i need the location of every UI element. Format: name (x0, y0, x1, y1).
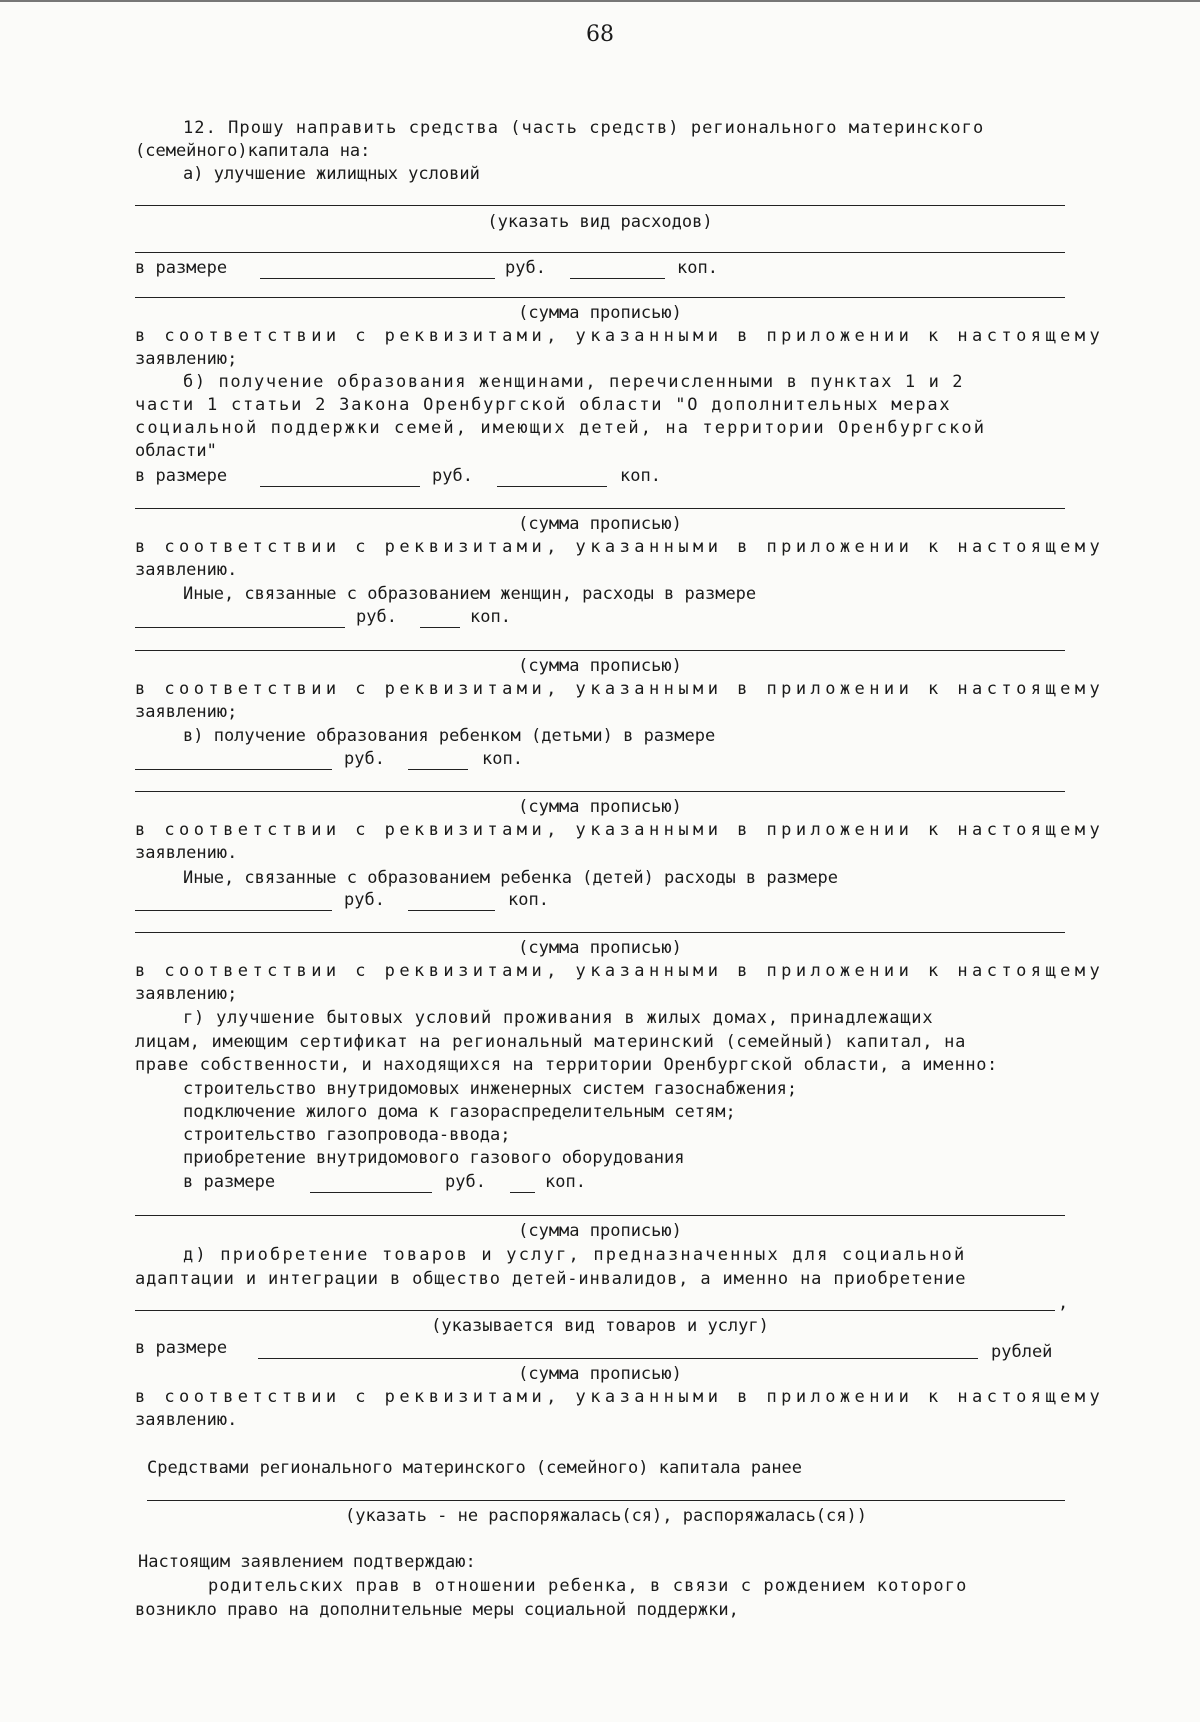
expense-type-line (135, 205, 1065, 206)
requisites-text-end: заявлению. (135, 560, 238, 580)
page-top-border (0, 0, 1200, 2)
requisites-text: в соответствии с реквизитами, указанными в приложении к настоящему (135, 326, 1105, 346)
previous-disposal-text: Средствами регионального материнского (семейного) капитала ранее (147, 1458, 803, 1478)
caption-goods-type: (указывается вид товаров и услуг) (431, 1316, 769, 1336)
kop-blank[interactable] (408, 910, 495, 911)
rub-blank[interactable] (260, 486, 420, 487)
caption-amount-words: (сумма прописью) (518, 938, 682, 958)
gas-item-3: строительство газопровода-ввода; (183, 1125, 511, 1145)
page-number: 68 (586, 22, 614, 47)
requisites-text: в соответствии с реквизитами, указанными в приложении к настоящему (135, 679, 1105, 699)
gas-item-1: строительство внутридомовых инженерных систем газоснабжения; (183, 1079, 798, 1099)
item-d-line2: адаптации и интеграции в общество детей-инвалидов, а именно на приобретение (135, 1269, 967, 1289)
kop-label: коп. (470, 607, 511, 627)
amount-words-line (135, 508, 1065, 509)
rub-label: руб. (356, 607, 397, 627)
item-g-living-conditions: г) улучшение бытовых условий проживания в жилых домах, принадлежащих (183, 1008, 934, 1028)
requisites-text-end: заявлению; (135, 349, 238, 369)
requisites-text-end: заявлению. (135, 843, 238, 863)
requisites-text: в соответствии с реквизитами, указанными в приложении к настоящему (135, 820, 1105, 840)
item-g-line3: праве собственности, и находящихся на территории Оренбургской области, а именно: (135, 1055, 998, 1075)
caption-previous-disposal: (указать - не распоряжалась(ся), распоряжалась(ся)) (345, 1506, 867, 1526)
amount-label: в размере (135, 1338, 228, 1358)
amount-rubles-blank[interactable] (258, 1358, 978, 1359)
separator-line (135, 252, 1065, 253)
kop-label: коп. (677, 258, 718, 278)
kop-label: коп. (508, 890, 549, 910)
caption-expense-type: (указать вид расходов) (487, 212, 713, 232)
amount-label: в размере (135, 466, 228, 486)
kop-blank[interactable] (510, 1192, 535, 1193)
caption-amount-words: (сумма прописью) (518, 797, 682, 817)
kop-blank[interactable] (570, 278, 665, 279)
item-a-housing: а) улучшение жилищных условий (183, 164, 480, 184)
caption-amount-words: (сумма прописью) (518, 1221, 682, 1241)
item-b-education: б) получение образования женщинами, перечисленными в пунктах 1 и 2 (183, 372, 965, 392)
rub-blank[interactable] (260, 278, 495, 279)
requisites-text: в соответствии с реквизитами, указанными в приложении к настоящему (135, 1387, 1105, 1407)
rub-label: руб. (445, 1172, 486, 1192)
item-g-line2: лицам, имеющим сертификат на региональный материнский (семейный) капитал, на (135, 1032, 967, 1052)
item-b-line3: социальной поддержки семей, имеющих детей, на территории Оренбургской (135, 418, 987, 438)
gas-item-2: подключение жилого дома к газораспределительным сетям; (183, 1102, 736, 1122)
kop-label: коп. (620, 466, 661, 486)
item-c-child-education: в) получение образования ребенком (детьми) в размере (183, 726, 716, 746)
rub-blank[interactable] (135, 627, 345, 628)
caption-amount-words: (сумма прописью) (518, 514, 682, 534)
requisites-text: в соответствии с реквизитами, указанными в приложении к настоящему (135, 537, 1105, 557)
requisites-text-end: заявлению; (135, 984, 238, 1004)
confirmation-text: родительских прав в отношении ребенка, в связи с рождением которого (208, 1576, 968, 1596)
amount-words-line (135, 650, 1065, 651)
rub-label: руб. (432, 466, 473, 486)
gas-item-4: приобретение внутридомового газового оборудования (183, 1148, 685, 1168)
rub-blank[interactable] (135, 910, 332, 911)
amount-label: в размере (183, 1172, 276, 1192)
kop-label: коп. (545, 1172, 586, 1192)
confirmation-text-cont: возникло право на дополнительные меры социальной поддержки, (135, 1600, 739, 1620)
other-child-expenses: Иные, связанные с образованием ребенка (детей) расходы в размере (183, 868, 839, 888)
caption-amount-words: (сумма прописью) (518, 303, 682, 323)
other-women-expenses: Иные, связанные с образованием женщин, расходы в размере (183, 584, 757, 604)
kop-label: коп. (482, 749, 523, 769)
item-d-goods-services: д) приобретение товаров и услуг, предназначенных для социальной (183, 1245, 967, 1265)
amount-words-line (135, 791, 1065, 792)
goods-type-blank[interactable] (135, 1310, 1055, 1311)
kop-blank[interactable] (420, 627, 460, 628)
item-b-line4: области" (135, 441, 217, 461)
item-12-heading: 12. Прошу направить средства (часть средств) регионального материнского (183, 118, 985, 138)
rub-blank[interactable] (310, 1192, 432, 1193)
caption-amount-words: (сумма прописью) (518, 656, 682, 676)
comma-mark: , (1058, 1293, 1069, 1313)
item-12-heading-cont: (семейного)капитала на: (135, 141, 371, 161)
rub-label: руб. (505, 258, 546, 278)
amount-words-line (135, 297, 1065, 298)
item-b-line2: части 1 статьи 2 Закона Оренбургской области "О дополнительных мерах (135, 395, 952, 415)
rub-label: руб. (344, 890, 385, 910)
rub-label: руб. (344, 749, 385, 769)
requisites-text-end: заявлению. (135, 1410, 238, 1430)
rub-blank[interactable] (135, 769, 332, 770)
amount-words-line (135, 1215, 1065, 1216)
caption-amount-words: (сумма прописью) (518, 1364, 682, 1384)
requisites-text: в соответствии с реквизитами, указанными в приложении к настоящему (135, 961, 1105, 981)
requisites-text-end: заявлению; (135, 702, 238, 722)
amount-words-line (135, 932, 1065, 933)
kop-blank[interactable] (497, 486, 607, 487)
rubles-label: рублей (991, 1342, 1053, 1362)
previous-disposal-blank[interactable] (147, 1500, 1065, 1501)
kop-blank[interactable] (408, 769, 468, 770)
confirmation-heading: Настоящим заявлением подтверждаю: (138, 1552, 476, 1572)
amount-label: в размере (135, 258, 228, 278)
